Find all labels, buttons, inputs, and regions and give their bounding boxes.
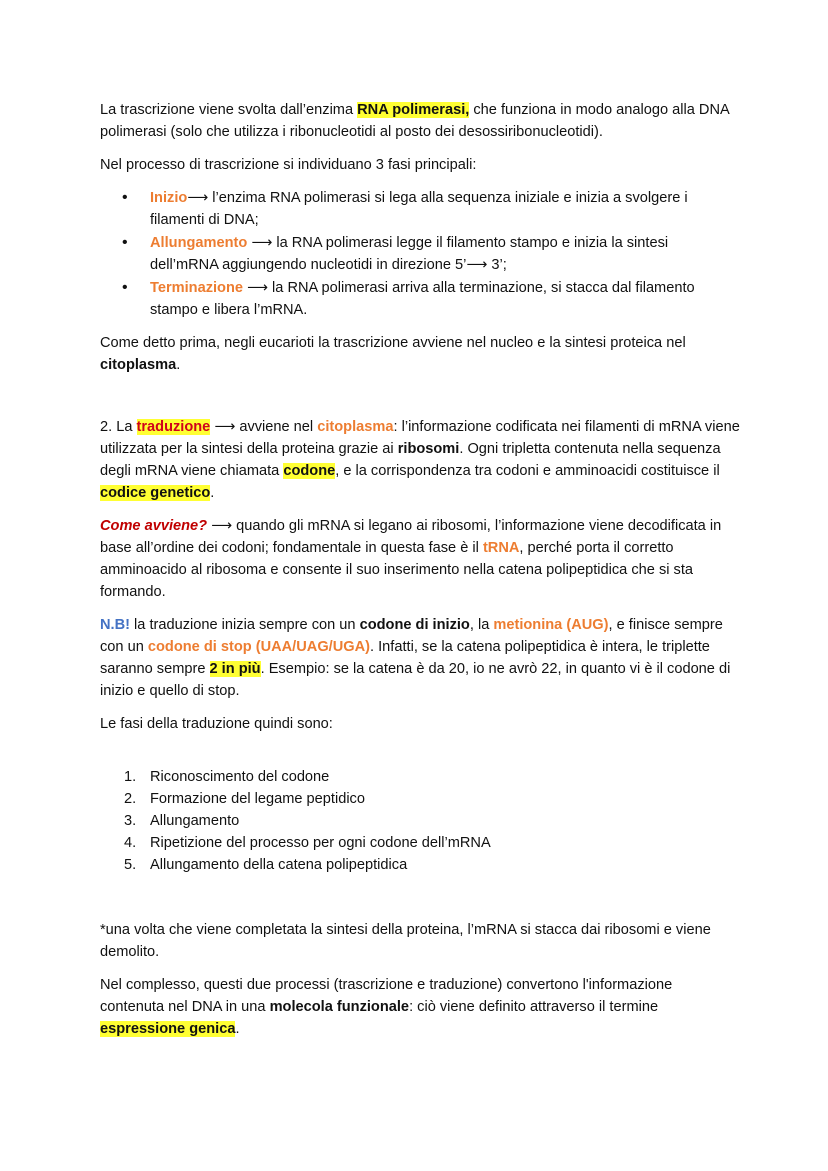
step-number: 2. <box>124 791 137 807</box>
orange-metionina: metionina (AUG) <box>493 617 609 633</box>
text: . <box>235 1021 240 1037</box>
paragraph-phases-intro: Nel processo di trascrizione si individuano 3 fasi principali: <box>100 157 477 173</box>
text: . Esempio: se la catena è da 20, io ne avrò 22, in quanto vi è il codone di inizio e quello di stop. <box>100 661 731 699</box>
step-number: 3. <box>124 813 137 829</box>
text: , la <box>469 617 494 633</box>
step-number: 1. <box>124 769 137 785</box>
phase-text: ⟶ l’enzima RNA polimerasi si lega alla sequenza iniziale e inizia a svolgere i filamenti di DNA; <box>150 190 688 228</box>
text: la traduzione inizia sempre con un <box>130 617 360 633</box>
highlight-espressione-genica: espressione genica <box>100 1021 236 1037</box>
translation-steps-list <box>100 766 740 876</box>
text: che funziona in modo analogo alla DNA polimerasi (solo che utilizza i ribonucleotidi al posto dei desossiribonucleotidi). <box>100 102 729 140</box>
phase-label: Terminazione <box>150 280 243 296</box>
question-come-avviene: Come avviene? <box>100 518 208 534</box>
paragraph-fasi-traduzione: Le fasi della traduzione quindi sono: <box>100 716 333 732</box>
paragraph-espressione-genica <box>100 974 740 1040</box>
orange-trna: tRNA <box>482 540 520 556</box>
text: . <box>176 357 181 373</box>
phase-text: ⟶ la RNA polimerasi legge il filamento stampo e inizia la sintesi dell’mRNA aggiungendo nucleotidi in direzione 5’⟶ 3’; <box>150 235 669 273</box>
step-text: Formazione del legame peptidico <box>150 791 365 807</box>
text: , perché porta il corretto amminoacido al ribosoma e consente il suo inserimento nella catena polipeptidica che si sta formando. <box>100 540 693 600</box>
bullet-icon: • <box>122 234 128 251</box>
highlight-traduzione: traduzione <box>136 419 211 435</box>
bullet-icon: • <box>122 279 128 296</box>
list-item-allungamento <box>100 232 740 276</box>
spacer <box>100 746 740 766</box>
orange-codone-stop: codone di stop (UAA/UAG/UGA) <box>147 639 371 655</box>
paragraph-nota-bene <box>100 614 740 702</box>
list-item-step-4 <box>100 832 740 854</box>
paragraph-traduzione <box>100 416 740 504</box>
text: : ciò viene definito attraverso il termine <box>409 999 659 1015</box>
spacer <box>100 887 740 919</box>
phase-label: Inizio <box>150 190 188 206</box>
phase-label: Allungamento <box>150 235 248 251</box>
text: Nel complesso, questi due processi (trascrizione e traduzione) convertono l'informazione contenuta nel DNA in una <box>100 977 673 1015</box>
text: La trascrizione viene svolta dall’enzima <box>100 102 358 118</box>
transcription-phases-list <box>100 187 740 321</box>
list-item-inizio <box>100 187 740 231</box>
highlight-2-in-piu: 2 in più <box>209 661 261 677</box>
paragraph-eucarioti <box>100 332 740 376</box>
text: ⟶ avviene nel <box>210 419 318 435</box>
step-number: 4. <box>124 835 137 851</box>
list-item-step-5 <box>100 854 740 876</box>
bullet-icon: • <box>122 189 128 206</box>
text: Come detto prima, negli eucarioti la trascrizione avviene nel nucleo e la sintesi proteica nel <box>100 335 686 351</box>
orange-citoplasma: citoplasma <box>317 419 394 435</box>
bold-ribosomi: ribosomi <box>397 441 460 457</box>
step-text: Allungamento <box>150 813 240 829</box>
bold-codone-inizio: codone di inizio <box>359 617 470 633</box>
paragraph-footnote: *una volta che viene completata la sintesi della proteina, l’mRNA si stacca dai ribosomi e viene demolito. <box>100 922 711 960</box>
list-item-terminazione <box>100 277 740 321</box>
text: . Ogni tripletta contenuta nella sequenza degli mRNA viene chiamata <box>100 441 721 479</box>
highlight-rna-polimerasi: RNA polimerasi, <box>357 102 470 118</box>
text: : l’informazione codificata nei filamenti di mRNA viene utilizzata per la sintesi della proteina grazie ai <box>100 419 740 457</box>
list-item-step-3 <box>100 810 740 832</box>
highlight-codone: codone <box>283 463 336 479</box>
nb-label: N.B! <box>100 617 130 633</box>
text: , e finisce sempre con un <box>100 617 723 655</box>
text: . Infatti, se la catena polipeptidica è intera, le triplette saranno sempre <box>100 639 710 677</box>
text: . <box>210 485 215 501</box>
text: , e la corrispondenza tra codoni e amminoacidi costituisce il <box>335 463 720 479</box>
list-item-step-2 <box>100 788 740 810</box>
highlight-codice-genetico: codice genetico <box>100 485 211 501</box>
paragraph-rna-polymerase <box>100 99 740 143</box>
document-page <box>100 99 740 1051</box>
step-number: 5. <box>124 857 137 873</box>
text: 2. La <box>100 419 137 435</box>
step-text: Allungamento della catena polipeptidica <box>150 857 408 873</box>
paragraph-come-avviene <box>100 515 740 603</box>
text: ⟶ quando gli mRNA si legano ai ribosomi, l’informazione viene decodificata in base all’ordine dei codoni; fondamentale in questa fase è il <box>100 518 722 556</box>
list-item-step-1 <box>100 766 740 788</box>
spacer <box>100 387 740 416</box>
step-text: Riconoscimento del codone <box>150 769 330 785</box>
phase-text: ⟶ la RNA polimerasi arriva alla terminazione, si stacca dal filamento stampo e libera l’mRNA. <box>150 280 695 318</box>
bold-citoplasma: citoplasma <box>100 357 177 373</box>
bold-molecola-funzionale: molecola funzionale <box>269 999 410 1015</box>
step-text: Ripetizione del processo per ogni codone dell’mRNA <box>150 835 491 851</box>
